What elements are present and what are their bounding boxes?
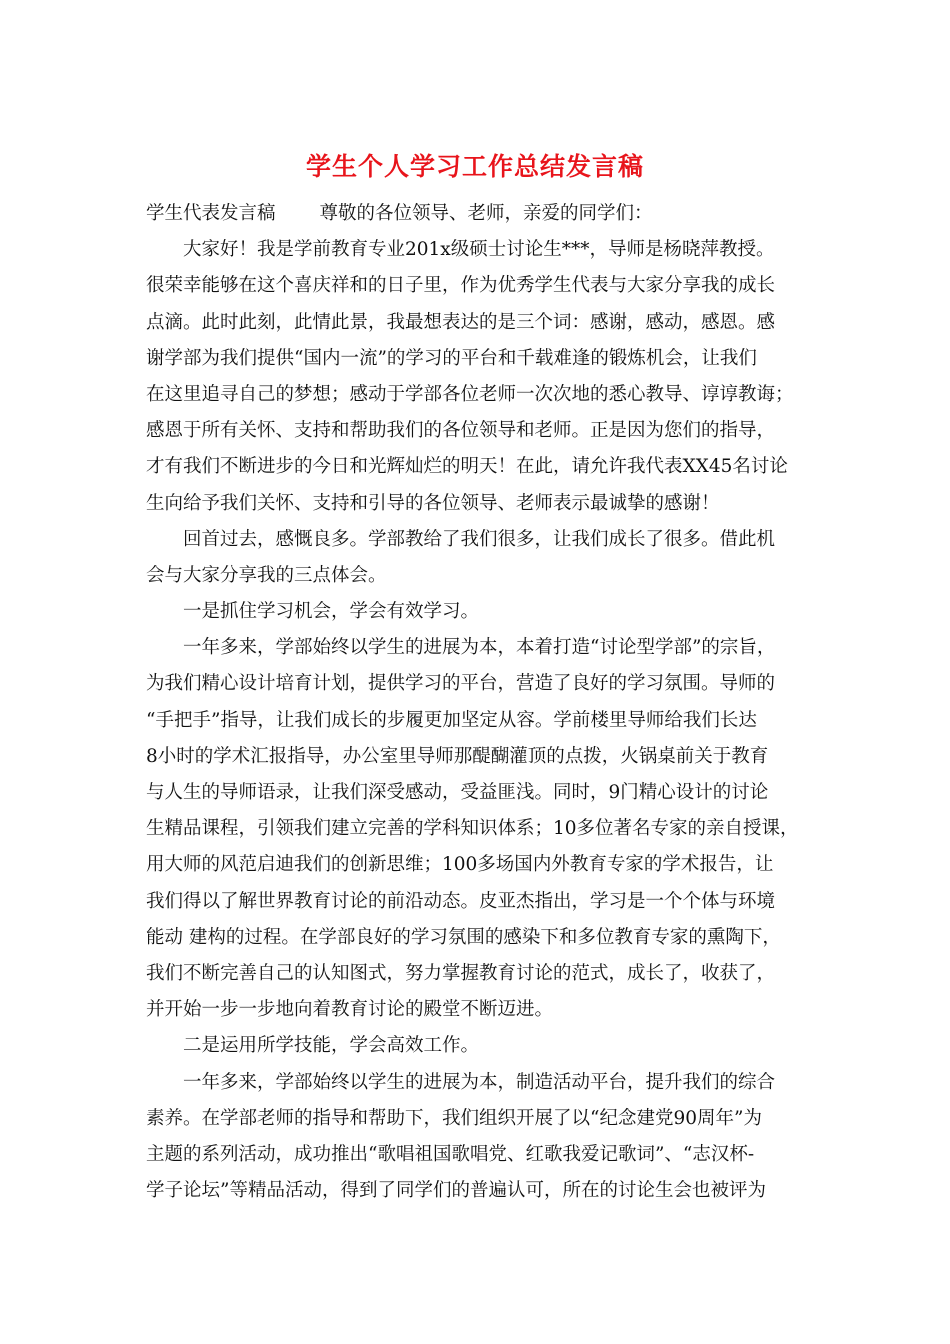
text-line: 与人生的导师语录，让我们深受感动，受益匪浅。同时，9门精心设计的讨论 [146, 782, 769, 803]
text-line: 为我们精心设计培育计划，提供学习的平台，营造了良好的学习氛围。导师的 [146, 673, 776, 695]
header-left: 学生代表发言稿 [146, 203, 276, 224]
text-line: 大家好！我是学前教育专业201x级硕士讨论生***，导师是杨晓萍教授。 [183, 239, 775, 261]
salutation-line [146, 196, 814, 232]
text-line: 生精品课程，引领我们建立完善的学科知识体系；10多位著名专家的亲自授课， [146, 818, 799, 840]
text-line: 我们得以了解世界教育讨论的前沿动态。皮亚杰指出，学习是一个个体与环境 [146, 890, 776, 912]
text-line: 我们不断完善自己的认知图式，努力掌握教育讨论的范式，成长了，收获了， [146, 962, 776, 984]
text-line: 学子论坛”等精品活动，得到了同学们的普遍认可，所在的讨论生会也被评为 [146, 1180, 766, 1202]
text-line: 8小时的学术汇报指导，办公室里导师那醍醐灌顶的点拨，火锅桌前关于教育 [146, 745, 769, 767]
text-line: 才有我们不断进步的今日和光辉灿烂的明天！在此，请允许我代表XX45名讨论 [146, 456, 788, 478]
text-line: “手把手”指导，让我们成长的步履更加坚定从容。学前楼里导师给我们长达 [146, 709, 757, 731]
text-line: 在这里追寻自己的梦想；感动于学部各位老师一次次地的悉心教导、谆谆教诲； [146, 383, 794, 405]
text-line: 很荣幸能够在这个喜庆祥和的日子里，作为优秀学生代表与大家分享我的成长 [146, 275, 776, 297]
text-line: 回首过去，感慨良多。学部教给了我们很多，让我们成长了很多。借此机 [183, 528, 776, 550]
text-line: 主题的系列活动，成功推出“歌唱祖国歌唱党、红歌我爱记歌词”、“志汉杯- [146, 1143, 755, 1165]
paragraph-lines [146, 232, 814, 1209]
text-line: 点滴。此时此刻，此情此景，我最想表达的是三个词：感谢，感动，感恩。感 [146, 311, 776, 333]
text-line: 素养。在学部老师的指导和帮助下，我们组织开展了以“纪念建党90周年”为 [146, 1107, 762, 1129]
text-line: 一年多来，学部始终以学生的进展为本，制造活动平台，提升我们的综合 [183, 1071, 776, 1093]
text-line: 感恩于所有关怀、支持和帮助我们的各位领导和老师。正是因为您们的指导， [146, 420, 776, 442]
text-line: 能动 建构的过程。在学部良好的学习氛围的感染下和多位教育专家的熏陶下， [146, 926, 781, 948]
text-line: 谢学部为我们提供“国内一流”的学习的平台和千载难逢的锻炼机会，让我们 [146, 347, 757, 369]
document-body [146, 196, 814, 1209]
text-line: 会与大家分享我的三点体会。 [146, 564, 387, 586]
text-line: 生向给予我们关怀、支持和引导的各位领导、老师表示最诚挚的感谢！ [146, 492, 720, 514]
header-right: 尊敬的各位领导、老师，亲爱的同学们： [319, 203, 653, 224]
text-line: 并开始一步一步地向着教育讨论的殿堂不断迈进。 [146, 999, 554, 1021]
document-title: 学生个人学习工作总结发言稿 [305, 152, 644, 181]
text-line: 一是抓住学习机会，学会有效学习。 [183, 601, 480, 623]
text-line: 二是运用所学技能，学会高效工作。 [183, 1035, 480, 1057]
text-line: 一年多来，学部始终以学生的进展为本，本着打造“讨论型学部”的宗旨， [183, 637, 776, 659]
text-line: 用大师的风范启迪我们的创新思维；100多场国内外教育专家的学术报告，让 [146, 854, 774, 876]
